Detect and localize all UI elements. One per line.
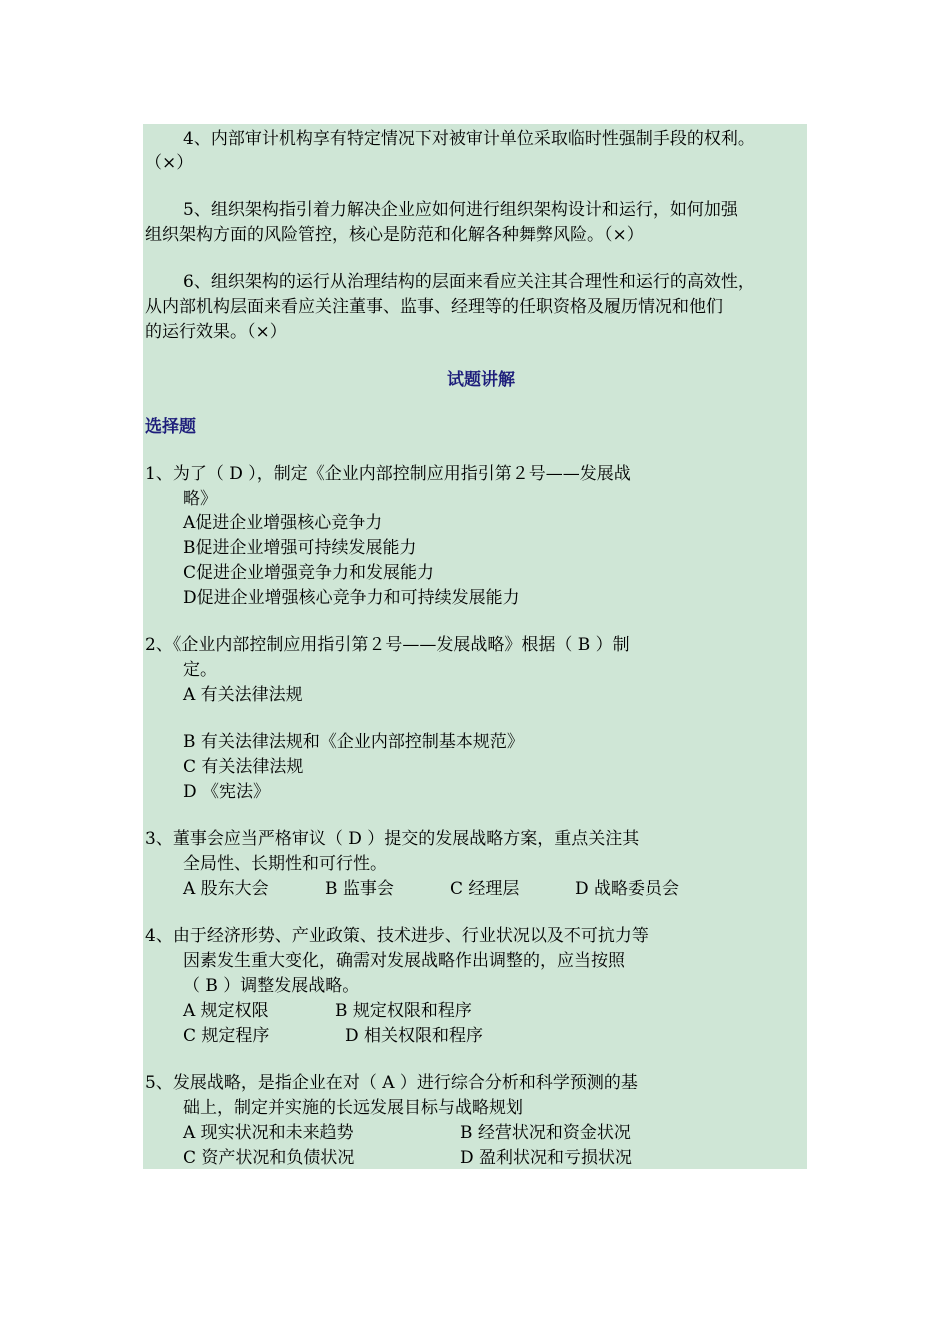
question-5-stem-line-1: 5、发展战略，是指企业在对（ A ）进行综合分析和科学预测的基 (145, 1073, 638, 1093)
judgement-4-line-2: （×） (145, 153, 194, 173)
judgement-5-line-2: 组织架构方面的风险管控，核心是防范和化解各种舞弊风险。（×） (145, 225, 644, 245)
section-title: 试题讲解 (447, 370, 515, 390)
question-4-option-d: D 相关权限和程序 (345, 1026, 484, 1046)
question-2-option-a: A 有关法律法规 (183, 685, 303, 705)
judgement-6-line-3: 的运行效果。（×） (145, 322, 287, 342)
subsection-title: 选择题 (145, 417, 196, 437)
question-2-stem-line-2: 定。 (183, 660, 217, 680)
question-5-option-d: D 盈利状况和亏损状况 (460, 1148, 633, 1168)
question-3-stem-line-2: 全局性、长期性和可行性。 (183, 854, 387, 874)
judgement-4-line-1: 4、内部审计机构享有特定情况下对被审计单位采取临时性强制手段的权利。 (183, 129, 755, 149)
question-1-stem-line-1: 1、为了（ D ），制定《企业内部控制应用指引第２号——发展战 (145, 464, 631, 484)
question-5-option-a: A 现实状况和未来趋势 (183, 1123, 354, 1143)
question-5-option-b: B 经营状况和资金状况 (460, 1123, 631, 1143)
question-4-option-b: B 规定权限和程序 (335, 1001, 472, 1021)
judgement-5-line-1: 5、组织架构指引着力解决企业应如何进行组织架构设计和运行，如何加强 (183, 200, 738, 220)
question-3-option-d: D 战略委员会 (575, 879, 680, 899)
question-2-option-b: B 有关法律法规和《企业内部控制基本规范》 (183, 732, 524, 752)
question-1-stem-line-2: 略》 (183, 489, 217, 509)
question-1-option-a: A促进企业增强核心竞争力 (183, 513, 383, 533)
question-5-option-c: C 资产状况和负债状况 (183, 1148, 355, 1168)
question-2-option-d: D 《宪法》 (183, 782, 271, 802)
question-4-stem-line-2: 因素发生重大变化，确需对发展战略作出调整的，应当按照 (183, 951, 625, 971)
question-4-option-c: C 规定程序 (183, 1026, 270, 1046)
question-1-option-c: C促进企业增强竞争力和发展能力 (183, 563, 435, 583)
question-3-stem-line-1: 3、董事会应当严格审议（ D ）提交的发展战略方案，重点关注其 (145, 829, 640, 849)
question-2-option-c: C 有关法律法规 (183, 757, 304, 777)
question-4-stem-line-1: 4、由于经济形势、产业政策、技术进步、行业状况以及不可抗力等 (145, 926, 649, 946)
question-4-option-a: A 规定权限 (183, 1001, 269, 1021)
question-4-stem-line-3: （ B ）调整发展战略。 (183, 976, 360, 996)
question-3-option-c: C 经理层 (450, 879, 520, 899)
question-1-option-d: D促进企业增强核心竞争力和可持续发展能力 (183, 588, 520, 608)
question-3-option-b: B 监事会 (325, 879, 394, 899)
question-2-stem-line-1: 2、《企业内部控制应用指引第２号——发展战略》根据（ B ）制 (145, 635, 630, 655)
question-3-option-a: A 股东大会 (183, 879, 269, 899)
judgement-6-line-2: 从内部机构层面来看应关注董事、监事、经理等的任职资格及履历情况和他们 (145, 297, 723, 317)
judgement-6-line-1: 6、组织架构的运行从治理结构的层面来看应关注其合理性和运行的高效性， (183, 272, 755, 292)
question-5-stem-line-2: 础上，制定并实施的长远发展目标与战略规划 (183, 1098, 523, 1118)
question-1-option-b: B促进企业增强可持续发展能力 (183, 538, 417, 558)
